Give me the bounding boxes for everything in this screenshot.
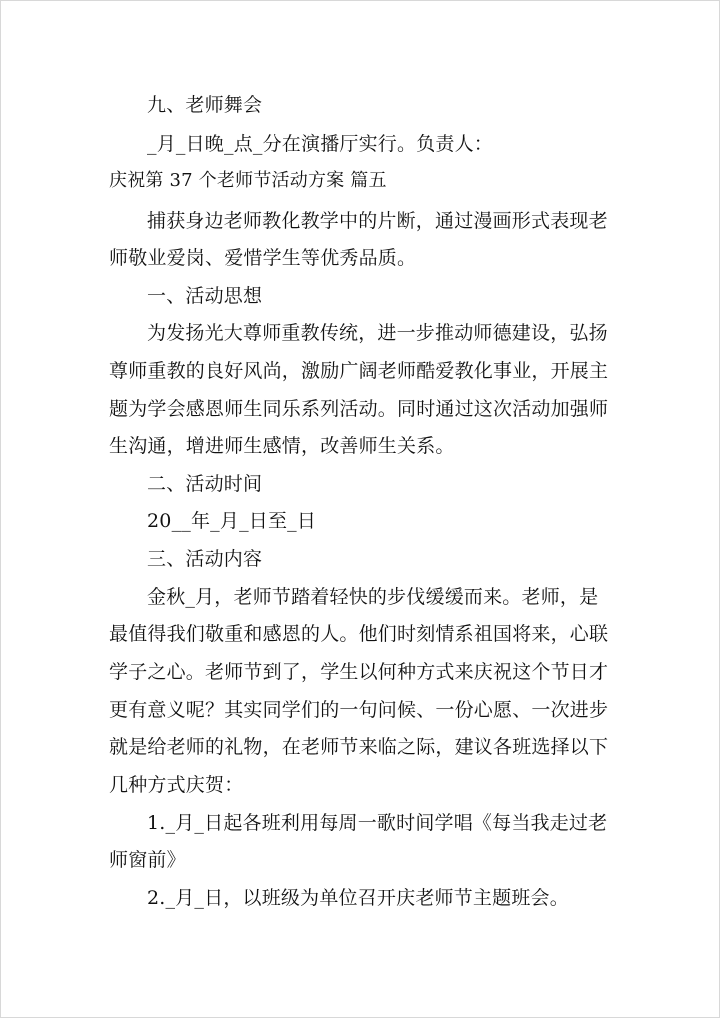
- paragraph-line: 更有意义呢？其实同学们的一句问候、一份心愿、一次进步: [109, 699, 609, 721]
- list-item-1: 1._月_日起各班利用每周一歌时间学唱《每当我走过老: [147, 812, 608, 834]
- section-heading-teacher-dance: 九、老师舞会: [147, 94, 263, 116]
- section-heading-activity-time: 二、活动时间: [147, 473, 263, 495]
- section-heading-activity-idea: 一、活动思想: [147, 285, 263, 307]
- paragraph-line: 师敬业爱岗、爱惜学生等优秀品质。: [109, 247, 417, 269]
- list-item-1-continuation: 师窗前》: [109, 849, 186, 871]
- paragraph-line: 为发扬光大尊师重教传统，进一步推动师德建设，弘扬: [147, 322, 608, 344]
- section-heading-activity-content: 三、活动内容: [147, 548, 263, 570]
- article-heading-plan-five: 庆祝第 37 个老师节活动方案 篇五: [109, 170, 387, 191]
- date-range-line: 20__年_月_日至_日: [147, 510, 317, 532]
- paragraph-line: 生沟通，增进师生感情，改善师生关系。: [109, 435, 455, 457]
- paragraph-line: 捕获身边老师教化教学中的片断，通过漫画形式表现老: [147, 210, 608, 232]
- list-item-2: 2._月_日，以班级为单位召开庆老师节主题班会。: [147, 887, 569, 909]
- paragraph-line: 最值得我们敬重和感恩的人。他们时刻情系祖国将来，心联: [109, 623, 609, 645]
- paragraph-line: 金秋_月，老师节踏着轻快的步伐缓缓而来。老师，是: [147, 586, 599, 608]
- paragraph-line: 题为学会感恩师生同乐系列活动。同时通过这次活动加强师: [109, 398, 609, 420]
- paragraph-line: 几种方式庆贺：: [109, 774, 244, 796]
- paragraph-line: 学子之心。老师节到了，学生以何种方式来庆祝这个节日才: [109, 661, 609, 683]
- paragraph-line: _月_日晚_点_分在演播厅实行。负责人：: [147, 133, 494, 155]
- paragraph-line: 尊师重教的良好风尚，激励广阔老师酷爱教化事业，开展主: [109, 360, 609, 382]
- paragraph-line: 就是给老师的礼物，在老师节来临之际，建议各班选择以下: [109, 736, 609, 758]
